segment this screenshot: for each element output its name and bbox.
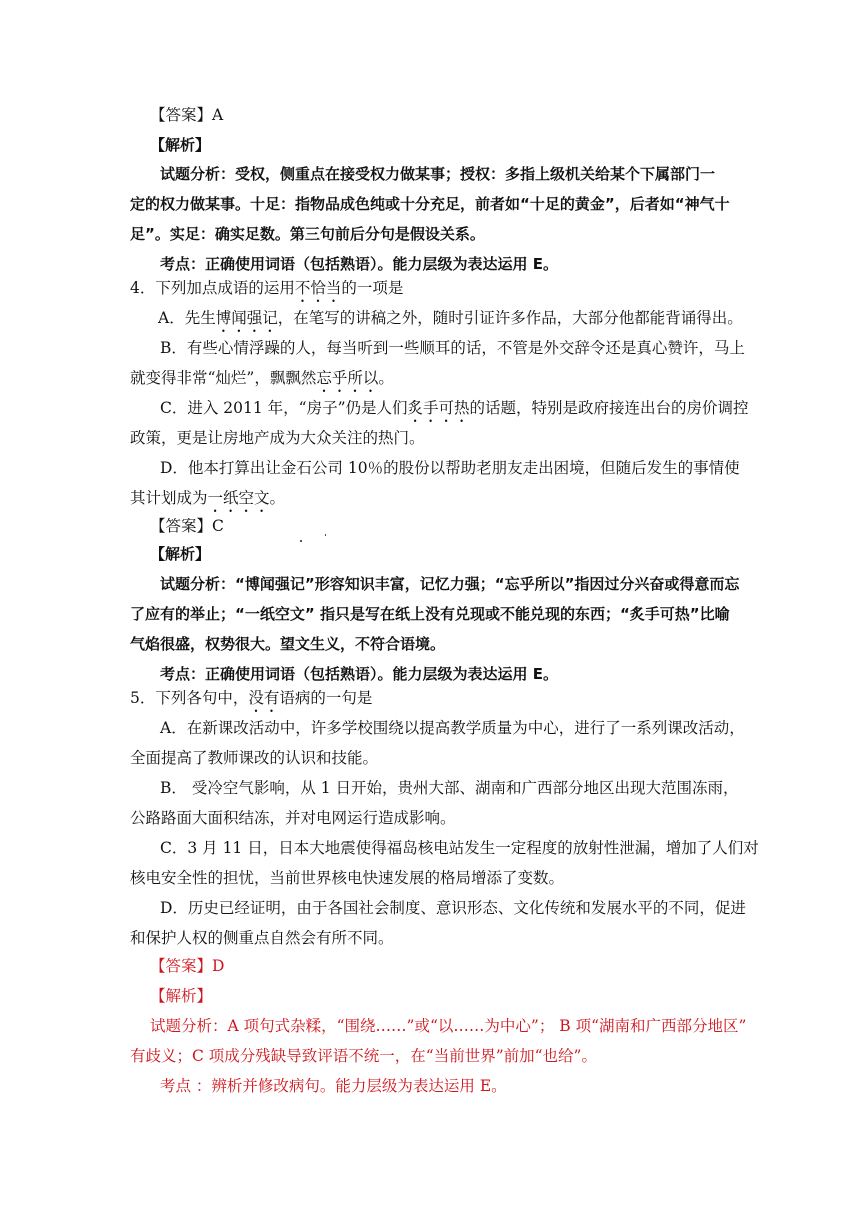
option-d-line-2: [130, 486, 285, 516]
scan-speck: [300, 540, 302, 542]
option-text: 其计划成为: [130, 489, 208, 507]
idiom-emphasis: 炙手可热: [407, 399, 470, 417]
option-a-line-1: A．在新课改活动中，许多学校围绕以提高教学质量为中心，进行了一系列课改活动，: [160, 719, 745, 737]
analysis-heading: 【解析】: [150, 136, 211, 154]
question-5-stem: [130, 686, 372, 716]
stem-emphasis: 没有: [248, 689, 280, 707]
option-text: ，在笔写的讲稿之外，随时引证许多作品，大部分他都能背诵得出。: [277, 309, 743, 327]
analysis-line: 定的权力做某事。十足：指物品成色纯或十分充足，前者如“十足的黄金”，后者如“神气十: [130, 195, 730, 213]
answer-label: 【答案】A: [150, 106, 224, 124]
analysis-line: 有歧义；C 项成分残缺导致评语不统一，在“当前世界”前加“也给”。: [130, 1047, 597, 1065]
option-b-line-1: B．有些心情浮躁的人，每当听到一些顺耳的话，不管是外交辞令还是真心赞许，马上: [160, 339, 745, 357]
analysis-line: 试题分析：受权，侧重点在接受权力做某事；授权：多指上级机关给某个下属部门一: [160, 165, 716, 183]
option-text: 的话题，特别是政府接连出台的房价调控: [469, 399, 749, 417]
stem-text: 4．下列加点成语的运用: [130, 279, 295, 297]
stem-text: 的一项是: [341, 279, 404, 297]
option-c-line-2: 政策，更是让房地产成为大众关注的热门。: [130, 429, 425, 447]
stem-text: 语病的一句是: [279, 689, 373, 707]
option-text: A．先生: [158, 309, 216, 327]
stem-emphasis: 不恰当: [294, 279, 342, 297]
stem-text: 5．下列各句中，: [130, 689, 249, 707]
kaodian-line: 考点 ：辨析并修改病句。能力层级为表达运用 E。: [160, 1077, 507, 1095]
idiom-emphasis: 博闻强记: [215, 309, 278, 327]
analysis-line: 气焰很盛，权势很大。望文生义，不符合语境。: [130, 635, 446, 653]
answer-label: 【答案】C: [150, 517, 224, 535]
analysis-line: 试题分析：A 项句式杂糅，“围绕……”或“以……为中心”； B 项“湖南和广西部分地区”: [150, 1017, 747, 1035]
option-text: 。: [378, 369, 394, 387]
analysis-line: 足”。实足：确实足数。第三句前后分句是假设关系。: [130, 225, 485, 243]
idiom-emphasis: 忘乎所以: [316, 369, 379, 387]
kaodian-line: 考点：正确使用词语（包括熟语）。能力层级为表达运用 E。: [160, 255, 558, 273]
option-d-line-2: 和保护人权的侧重点自然会有所不同。: [130, 929, 394, 947]
analysis-line: 了应有的举止；“一纸空文” 指只是写在纸上没有兑现或不能兑现的东西；“炙手可热”比喻: [130, 605, 730, 623]
option-a: [158, 306, 743, 336]
answer-label: 【答案】D: [150, 957, 225, 975]
option-b-line-1: B． 受冷空气影响，从 1 日开始，贵州大部、湖南和广西部分地区出现大范围冻雨，: [160, 779, 739, 797]
option-text: 。: [269, 489, 286, 507]
scan-speck: [325, 534, 326, 536]
analysis-heading: 【解析】: [150, 987, 213, 1005]
option-c-line-1: [160, 396, 749, 426]
analysis-line: 试题分析：“博闻强记”形容知识丰富，记忆力强；“忘乎所以”指因过分兴奋或得意而忘: [160, 575, 740, 593]
analysis-heading: 【解析】: [150, 545, 211, 563]
option-text: C．进入 2011 年，“房子”仍是人们: [160, 399, 408, 417]
idiom-emphasis: 一纸空文: [207, 489, 270, 507]
option-b-line-2: [130, 366, 394, 396]
kaodian-line: 考点：正确使用词语（包括熟语）。能力层级为表达运用 E。: [160, 665, 558, 683]
option-c-line-2: 核电安全性的担忧，当前世界核电快速发展的格局增添了变数。: [130, 869, 565, 887]
option-b-line-2: 公路路面大面积结冻，并对电网运行造成影响。: [130, 809, 456, 827]
question-4-stem: [130, 276, 403, 306]
option-text: 就变得非常“灿烂”，飘飘然: [130, 369, 317, 387]
option-d-line-1: D．他本打算出让金石公司 10％的股份以帮助老朋友走出困境，但随后发生的事情使: [160, 459, 740, 477]
option-a-line-2: 全面提高了教师课改的认识和技能。: [130, 749, 379, 767]
option-d-line-1: D．历史已经证明，由于各国社会制度、意识形态、文化传统和发展水平的不同，促进: [160, 899, 746, 917]
option-c-line-1: C．3 月 11 日，日本大地震使得福岛核电站发生一定程度的放射性泄漏，增加了人们对: [160, 839, 759, 857]
